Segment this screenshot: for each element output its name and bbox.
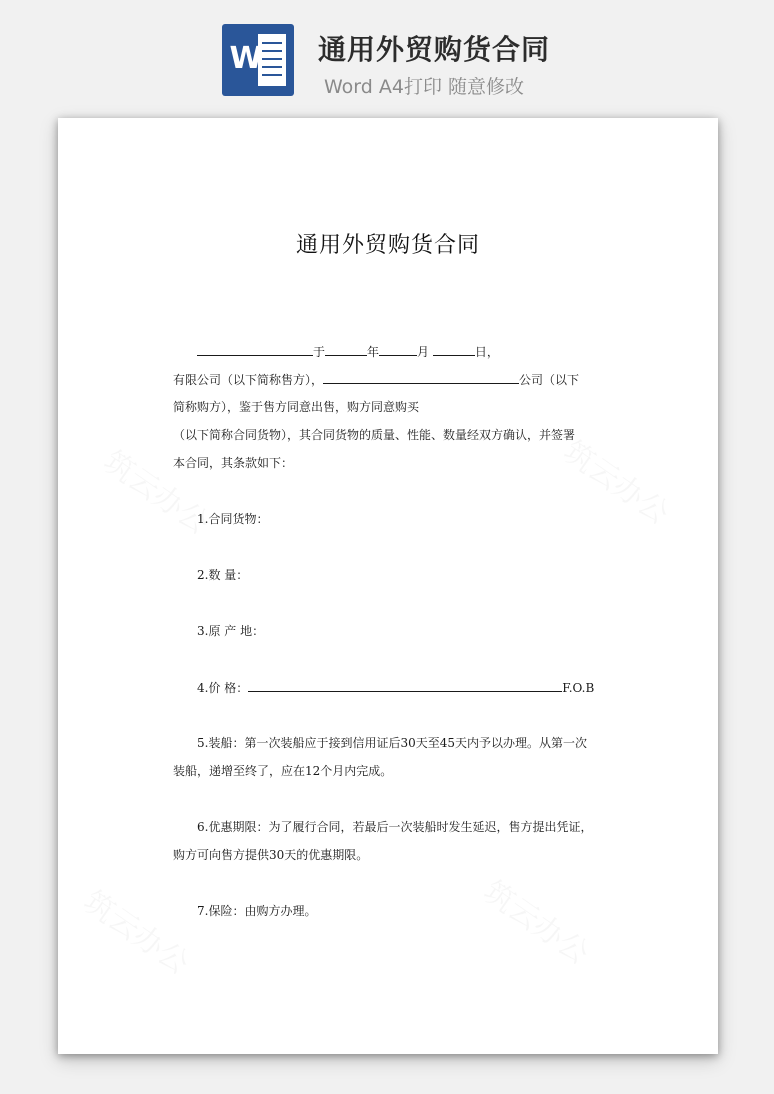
parties-line: 有限公司（以下简称售方）， 公司（以下: [173, 373, 580, 387]
clause-origin: 3.原 产 地：: [197, 624, 265, 638]
clause-insurance: 7.保险：由购方办理。: [197, 904, 317, 918]
clause-price: 4.价 格： F.O.B: [197, 681, 595, 695]
banner-subtitle: Word A4打印 随意修改: [324, 76, 525, 98]
price-blank[interactable]: [248, 679, 562, 692]
buyer-blank[interactable]: [323, 371, 519, 384]
document-page: [58, 118, 718, 1054]
watermark: [556, 428, 680, 533]
paragraph-line: （以下简称合同货物），其合同货物的质量、性能、数量经双方确认，并签署: [173, 428, 576, 442]
clause-shipment-cont: 装船，递增至终了，应在12个月内完成。: [173, 764, 393, 778]
document-title: 通用外贸购货合同: [295, 233, 480, 258]
paragraph-line: 本合同，其条款如下：: [173, 456, 294, 470]
watermark: [76, 878, 200, 983]
contract-date-line: 于 年 月 日，: [197, 343, 499, 360]
clause-grace-period-cont: 购方可向售方提供30天的优惠期限。: [173, 848, 369, 862]
paragraph-line: 简称购方），鉴于售方同意出售，购方同意购买: [173, 400, 420, 414]
party-blank[interactable]: [197, 343, 313, 356]
header-banner: [0, 0, 774, 108]
clause-grace-period: 6.优惠期限：为了履行合同，若最后一次装船时发生延迟，售方提出凭证，: [197, 820, 593, 834]
banner-title: 通用外贸购货合同: [318, 33, 551, 66]
clause-goods: 1.合同货物：: [197, 512, 269, 526]
word-document-icon: [222, 24, 294, 96]
logo-letter: W: [229, 41, 263, 76]
day-blank[interactable]: [433, 343, 475, 356]
clause-quantity: 2.数 量：: [197, 568, 249, 582]
watermark: [476, 868, 600, 973]
clause-shipment: 5.装船：第一次装船应于接到信用证后30天至45天内予以办理。从第一次: [197, 736, 587, 750]
year-blank[interactable]: [325, 343, 367, 356]
month-blank[interactable]: [379, 343, 417, 356]
